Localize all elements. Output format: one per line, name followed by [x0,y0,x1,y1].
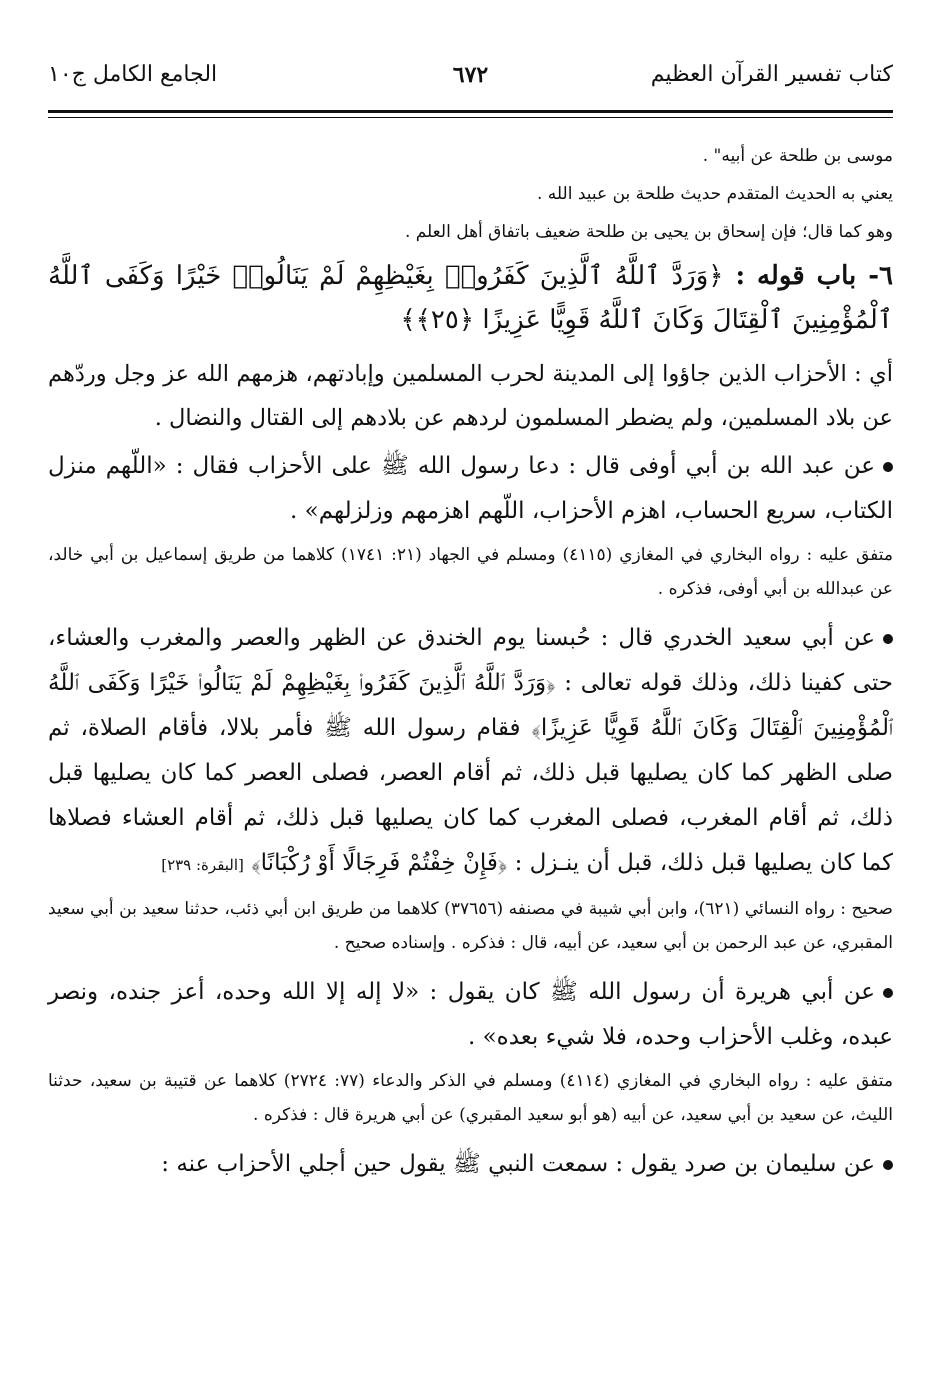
bullet-icon [883,1160,893,1170]
chapter-heading [48,254,893,342]
header-rule-thin [48,117,893,118]
volume-title: الجامع الكامل ج١٠ [48,62,218,87]
hadith-body: عن عبد الله بن أبي أوفى قال : دعا رسول الله ﷺ على الأحزاب فقال : «اللّهم منزل الكتاب، سريع الحساب، اهزم الأحزاب، اللّهم اهزمهم وزلزلهم» . [48,453,893,524]
hadith-text [48,616,893,888]
hadith-source: متفق عليه : رواه البخاري في المغازي (٤١١٤) ومسلم في الذكر والدعاء (٧٧: ٢٧٢٤) كلاهما عن قتيبة بن سعيد، حدثنا الليث، عن سعيد بن أبي سعيد، عن أبيه (هو أبو سعيد المقبري) عن أبي هريرة قال : فذكره . [48,1071,893,1125]
hadith-body: عن سليمان بن صرد يقول : سمعت النبي ﷺ يقول حين أجلي الأحزاب عنه : [161,1151,875,1177]
hadith-text [48,1142,893,1187]
verse-reference: [البقرة: ٢٣٩] [161,856,244,874]
commentary: أي : الأحزاب الذين جاؤوا إلى المدينة لحرب المسلمين وإبادتهم، هزمهم الله عز وجل وردّهم عن بلاد المسلمين، ولم يضطر المسلمون لردهم عن بلادهم إلى القتال والنضال . [48,361,893,431]
intro-line: موسى بن طلحة عن أبيه" . [702,146,893,166]
page-number: ٦٧٢ [452,62,489,88]
chapter-label: ٦- باب قوله : [735,261,893,291]
hadith-source: متفق عليه : رواه البخاري في المغازي (٤١١٥) ومسلم في الجهاد (٢١: ١٧٤١) كلاهما من طريق إسماعيل بن أبي خالد، عن عبدالله بن أبي أوفى، فذكره . [48,545,894,599]
bullet-icon [883,634,893,644]
page-header [48,62,893,102]
intro-line: يعني به الحديث المتقدم حديث طلحة بن عبيد الله . [537,184,893,204]
hadith-text [48,444,893,534]
page-content [48,138,893,1191]
hadith-body: عن أبي هريرة أن رسول الله ﷺ كان يقول : «لا إله إلا الله وحده، أعز جنده، ونصر عبده، وغلب الأحزاب وحده، فلا شيء بعده» . [48,979,893,1050]
intro-line: وهو كما قال؛ فإن إسحاق بن يحيى بن طلحة ضعيف باتفاق أهل العلم . [404,222,893,242]
chapter-verse: ﴿وَرَدَّ ٱللَّهُ ٱلَّذِينَ كَفَرُوا۟ بِغَيْظِهِمْ لَمْ يَنَالُوا۟ خَيْرًا وَكَفَى ٱللَّهُ ٱلْمُؤْمِنِينَ ٱلْقِتَالَ وَكَانَ ٱللَّهُ قَوِيًّا عَزِيزًا ﴿٢٥﴾﴾ [48,261,893,335]
hadith-text [48,970,893,1060]
book-title: كتاب تفسير القرآن العظيم [650,62,893,87]
book-page [48,0,893,1375]
header-rule [48,110,893,113]
bullet-icon [883,462,893,472]
bullet-icon [883,988,893,998]
hadith-body: عن أبي سعيد الخدري قال : حُبسنا يوم الخندق عن الظهر والعصر والمغرب والعشاء، حتى كفينا ذلك، وذلك قوله تعالى : ﴿وَرَدَّ ٱللَّهُ ٱلَّذِينَ كَفَرُوا۟ بِغَيْظِهِمْ لَمْ يَنَالُوا۟ خَيْرًا وَكَفَى ٱللَّهُ ٱلْمُؤْمِنِينَ ٱلْقِتَالَ وَكَانَ ٱللَّهُ قَوِيًّا عَزِيزًا﴾ فقام رسول الله ﷺ فأمر بلالا، فأقام الصلاة، ثم صلى الظهر كما كان يصليها قبل ذلك، ثم أقام العصر، فصلى العصر كما كان يصليها قبل ذلك، ثم أقام المغرب، فصلى المغرب كما كان يصليها قبل ذلك، ثم أقام العشاء فصلاها كما كان يصليها قبل ذلك، قبل أن ينـزل : ﴿فَإِنْ خِفْتُمْ فَرِجَالًا أَوْ رُكْبَانًا﴾ [48,625,893,876]
hadith-source: صحيح : رواه النسائي (٦٢١)، وابن أبي شيبة في مصنفه (٣٧٦٥٦) كلاهما من طريق ابن أبي ذئب، حدثنا سعيد بن أبي سعيد المقبري، عن عبد الرحمن بن أبي سعيد، عن أبيه، قال : فذكره . وإسناده صحيح . [48,899,893,953]
